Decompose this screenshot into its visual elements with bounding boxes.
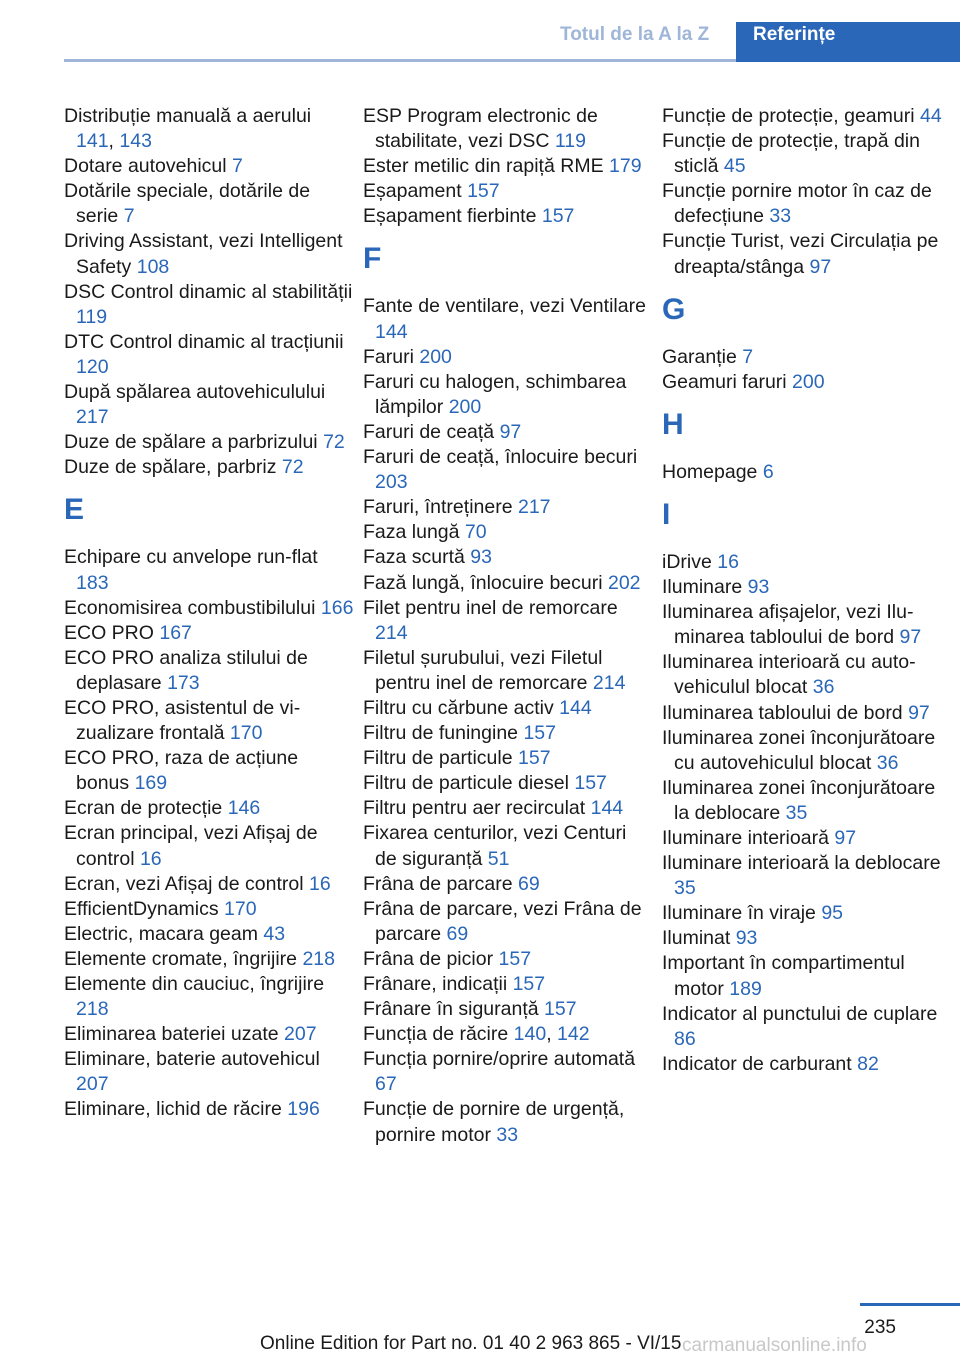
index-entry: [363, 204, 653, 229]
page-link[interactable]: 97: [499, 420, 522, 443]
index-entry: Distribuție manuală a aerului 141, 143: [64, 105, 312, 153]
page-link[interactable]: 173: [167, 671, 200, 694]
index-entry: [64, 455, 354, 480]
index-entry: [363, 1097, 653, 1147]
page-link[interactable]: 16: [717, 550, 739, 573]
index-letter-heading: I: [662, 497, 671, 531]
index-entry: [64, 821, 354, 871]
index-entry: [64, 1047, 354, 1097]
index-entry-text: Homepage: [662, 460, 758, 483]
index-entry: [363, 596, 653, 646]
page-link[interactable]: 157: [512, 973, 546, 995]
index-column-2: [363, 104, 653, 1148]
index-entry-text: Eșapament: [363, 180, 462, 203]
index-letter-heading: G: [662, 292, 686, 326]
index-entry-text: Frâna de parcare: [363, 872, 513, 895]
page-link[interactable]: 82: [857, 1052, 879, 1075]
page-link[interactable]: 166: [320, 596, 354, 619]
index-entry-text: Faza scurtă: [363, 546, 465, 569]
page-link[interactable]: 142: [557, 1023, 590, 1046]
index-entry: [363, 646, 653, 696]
index-entry: [363, 972, 653, 997]
page-link[interactable]: 86: [674, 1027, 696, 1050]
page-link[interactable]: 7: [742, 345, 754, 368]
index-entry-text: Faruri cu halogen, schimbarea lămpilor: [363, 370, 627, 418]
page-link[interactable]: 218: [76, 998, 109, 1021]
index-entry-text: Funcție de protecție, geamuri: [662, 105, 915, 127]
index-entry: [662, 826, 954, 851]
index-entry-text: Fante de ventilare, vezi Ventilare: [363, 295, 646, 318]
index-entry: [662, 370, 954, 395]
index-entry-text: Iluminarea zonei înconjurătoare cu autovehiculul blocat: [662, 726, 936, 774]
index-entry-text: După spălarea autovehiculului: [64, 381, 326, 404]
page-link[interactable]: 69: [518, 872, 540, 895]
index-entry: [363, 746, 653, 771]
index-entry-text: Filtru de funingine: [363, 722, 519, 745]
index-entry: [662, 600, 954, 650]
index-entry-text: Echipare cu anvelope run-flat: [64, 546, 318, 569]
index-entry-text: Faruri de ceață: [363, 420, 495, 443]
page-link[interactable]: 217: [76, 406, 109, 429]
index-entry: [363, 104, 653, 154]
chapter-title: Referințe: [753, 24, 836, 45]
page-link[interactable]: 7: [123, 205, 135, 228]
index-entry-text: ECO PRO, asistentul de vizualizare frontală: [64, 696, 301, 745]
index-entry: [662, 229, 954, 279]
page-link[interactable]: 51: [487, 847, 510, 870]
index-entry-text: Funcție de pornire de urgență, pornire motor: [363, 1098, 625, 1146]
page-link[interactable]: 140: [513, 1023, 547, 1046]
index-entry-text: ECO PRO analiza stilului de deplasare: [64, 646, 308, 694]
index-entry-text: Iluminarea interioară cu autovehiculul blocat: [662, 651, 916, 699]
index-entry: [64, 280, 354, 330]
index-entry: [64, 621, 354, 646]
index-entry-text: Dotare autovehicul: [64, 155, 227, 178]
index-entry-text: Ester metilic din rapiță RME: [363, 155, 604, 178]
index-entry: [662, 129, 954, 179]
page-link[interactable]: 144: [590, 797, 624, 820]
page-link[interactable]: 120: [76, 355, 109, 378]
index-entry: [662, 1052, 954, 1077]
page-link[interactable]: 214: [592, 671, 626, 694]
index-entry-text: Funcția pornire/oprire automată: [363, 1048, 636, 1071]
page-link[interactable]: 16: [139, 847, 162, 870]
page-link[interactable]: 33: [496, 1123, 519, 1146]
index-entry: [363, 545, 653, 570]
index-entry-text: Funcție Turist, vezi Circulația pe dreapta/stânga: [662, 230, 939, 278]
page-link[interactable]: 144: [375, 320, 408, 343]
index-entry: [662, 179, 954, 229]
index-entry: [662, 701, 954, 726]
index-entry-text: Eliminare, baterie autovehicul: [64, 1048, 320, 1071]
index-entry-text: Duze de spălare a parbrizului: [64, 431, 318, 454]
index-entry: [363, 420, 653, 445]
page-header: [0, 0, 960, 62]
index-entry: [662, 575, 954, 600]
page-link[interactable]: 146: [227, 797, 261, 820]
chapter-tab: [736, 22, 960, 62]
index-entry-text: Iluminare interioară la deblocare: [662, 852, 941, 875]
page-link[interactable]: 157: [467, 180, 500, 203]
index-entry: [662, 550, 954, 575]
page-link[interactable]: 72: [323, 431, 345, 454]
index-entry: [662, 851, 954, 901]
index-entry: [662, 926, 954, 951]
index-entry-text: Frâna de picior: [363, 947, 494, 970]
page-link[interactable]: 141: [76, 130, 109, 153]
index-entry-text: EfficientDynamics: [64, 897, 219, 920]
index-entry: [363, 445, 653, 495]
index-entry: [662, 650, 954, 700]
index-entry-text: Iluminare: [662, 576, 743, 599]
index-entry-text: Eșapament fierbinte: [363, 205, 537, 228]
index-entry-text: Dotările speciale, dotările de serie: [64, 180, 311, 228]
edition-note: Online Edition for Part no. 01 40 2 963 865 - VI/15: [260, 1333, 682, 1354]
index-entry-text: DTC Control dinamic al tracțiunii: [64, 330, 344, 353]
index-entry: [64, 922, 354, 947]
index-entry: [363, 520, 653, 545]
index-entry: [363, 821, 653, 871]
index-column-3: [662, 104, 954, 1077]
page-link[interactable]: 217: [517, 496, 551, 519]
index-entry-text: Filetul șurubului, vezi Filetul pentru inel de remorcare: [363, 646, 603, 694]
page-link[interactable]: 203: [375, 471, 408, 494]
page-link[interactable]: 67: [375, 1073, 397, 1096]
index-entry: [64, 646, 354, 696]
page-link[interactable]: 143: [119, 130, 152, 153]
index-entry-text: Filtru cu cărbune activ: [363, 696, 554, 719]
page-link[interactable]: 93: [747, 576, 770, 599]
index-entry-text: Iluminare în viraje: [662, 902, 816, 925]
page-link[interactable]: 157: [541, 205, 575, 228]
index-entry-text: Indicator de carburant: [662, 1052, 852, 1075]
index-entry-text: Iluminarea zonei înconjurătoare la deblocare: [662, 776, 936, 824]
index-entry-text: Filtru pentru aer recirculat: [363, 797, 586, 820]
page-link[interactable]: 200: [792, 370, 825, 393]
index-entry-text: Frânare, indicații: [363, 973, 508, 995]
index-entry-text: Faruri de ceață, înlocuire becuri: [363, 446, 638, 469]
index-entry: [363, 370, 653, 420]
index-entry-text: Iluminare interioară: [662, 826, 829, 849]
index-entry-text: Faza lungă: [363, 521, 460, 544]
page-link[interactable]: 157: [574, 772, 607, 795]
page-link[interactable]: 169: [134, 772, 168, 795]
index-entry-text: Frâna de parcare, vezi Frâna de parcare: [363, 897, 642, 945]
index-entry: [363, 947, 653, 972]
page-link[interactable]: 183: [76, 571, 109, 594]
index-entry-text: Electric, macara geam: [64, 922, 258, 945]
page-link[interactable]: 95: [821, 902, 844, 925]
page-link[interactable]: 167: [159, 621, 192, 644]
index-entry: [363, 345, 653, 370]
index-letter-heading: F: [363, 242, 382, 276]
index-entry: [363, 897, 653, 947]
page-link[interactable]: 200: [419, 345, 452, 368]
index-entry: [64, 746, 354, 796]
index-entry: [64, 596, 354, 621]
page-link[interactable]: 157: [518, 747, 551, 770]
page-link[interactable]: 179: [609, 155, 642, 178]
page-link[interactable]: 97: [899, 626, 922, 649]
index-entry-text: Iluminarea afișajelor, vezi Iluminarea tabloului de bord: [662, 601, 914, 649]
index-entry-text: Indicator al punctului de cuplare: [662, 1002, 938, 1025]
page-link[interactable]: 157: [544, 998, 577, 1021]
page-link[interactable]: 144: [559, 696, 592, 719]
index-entry: [363, 696, 653, 721]
page-link[interactable]: 36: [812, 676, 835, 699]
page-link[interactable]: 108: [136, 255, 170, 278]
index-entry: [64, 796, 354, 821]
page-link[interactable]: 157: [523, 722, 556, 745]
index-entry-text: Funcția de răcire: [363, 1023, 509, 1046]
watermark: carmanualsonline.info: [682, 1335, 867, 1356]
page-link[interactable]: 93: [735, 927, 758, 950]
page-link[interactable]: 119: [554, 130, 586, 153]
page-link[interactable]: 157: [498, 947, 532, 970]
index-entry-text: Ecran principal, vezi Afișaj de control: [64, 822, 318, 870]
index-entry: [363, 796, 653, 821]
page-link[interactable]: 196: [287, 1098, 320, 1121]
index-entry-text: Iluminat: [662, 927, 731, 950]
index-entry: [64, 229, 354, 279]
index-entry: [64, 330, 354, 380]
index-entry: [64, 380, 354, 430]
index-entry: [64, 872, 354, 897]
index-entry-text: Funcție de protecție, trapă din sticlă: [662, 130, 920, 178]
index-entry: [363, 997, 653, 1022]
index-entry: [64, 972, 354, 1022]
index-entry-text: DSC Control dinamic al stabilității: [64, 280, 353, 303]
index-entry: [363, 179, 653, 204]
index-entry: [363, 571, 653, 596]
page-link[interactable]: 170: [224, 897, 257, 920]
index-entry-text: Ecran, vezi Afișaj de control: [64, 872, 304, 895]
page-link[interactable]: 119: [76, 305, 108, 328]
index-entry-text: Filet pentru inel de remorcare: [363, 596, 618, 619]
index-entry-text: Funcție pornire motor în caz de defecțiune: [662, 180, 932, 228]
section-title: Totul de la A la Z: [560, 24, 710, 45]
page-link[interactable]: 93: [470, 546, 492, 569]
index-entry-text: Iluminarea tabloului de bord: [662, 701, 903, 724]
index-entry: [662, 776, 954, 826]
page-link[interactable]: 202: [607, 571, 641, 594]
page-number: 235: [864, 1317, 896, 1338]
index-entry-text: Faruri: [363, 345, 414, 368]
page-link[interactable]: 72: [281, 456, 304, 479]
index-entry: Funcția de răcire 140, 142: [363, 1023, 590, 1046]
index-entry-text: Geamuri faruri: [662, 370, 787, 393]
index-entry-text: Eliminarea bateriei uzate: [64, 1023, 279, 1046]
page-link[interactable]: 43: [263, 922, 286, 945]
index-entry: [64, 430, 354, 455]
index-letter-heading: H: [662, 407, 684, 441]
index-entry-text: Fază lungă, înlocuire becuri: [363, 571, 603, 594]
index-entry: [662, 951, 954, 1001]
page-link[interactable]: 35: [785, 801, 808, 824]
page-link[interactable]: 97: [908, 701, 930, 724]
index-entry-text: Elemente din cauciuc, îngrijire: [64, 973, 325, 995]
index-entry-text: ECO PRO: [64, 621, 154, 644]
page-link[interactable]: 97: [809, 255, 832, 278]
page-link[interactable]: 170: [229, 722, 263, 745]
page-link[interactable]: 218: [302, 947, 335, 970]
index-entry: [64, 696, 354, 746]
index-entry-text: Duze de spălare, parbriz: [64, 456, 277, 479]
footer-rule: [860, 1303, 960, 1306]
index-entry: [662, 901, 954, 926]
page-link[interactable]: 69: [446, 922, 469, 945]
index-entry: [363, 721, 653, 746]
page-link[interactable]: 97: [834, 826, 857, 849]
index-entry: [363, 294, 653, 344]
page-link[interactable]: 214: [375, 621, 408, 644]
page-link[interactable]: 36: [876, 751, 899, 774]
page-link[interactable]: 7: [232, 155, 243, 178]
index-entry-text: Filtru de particule diesel: [363, 772, 569, 795]
index-entry-text: Important în compartimentul motor: [662, 952, 905, 1000]
index-column-1: [64, 104, 354, 1123]
index-letter-heading: E: [64, 493, 85, 527]
index-entry-text: Driving Assistant, vezi Intelligent Safety: [64, 230, 343, 278]
index-entry-text: Ecran de protecție: [64, 797, 223, 820]
index-entry-text: Economisirea combustibilului: [64, 596, 316, 619]
index-entry-text: iDrive: [662, 550, 712, 573]
index-entry-text: Frânare în siguranță: [363, 998, 539, 1021]
page-link[interactable]: 207: [76, 1073, 109, 1096]
index-entry: [662, 104, 954, 129]
index-entry: [64, 545, 354, 595]
index-entry: [662, 460, 954, 485]
page-link[interactable]: 6: [762, 460, 774, 483]
index-entry: [64, 1022, 354, 1047]
index-entry: [363, 771, 653, 796]
index-entry-text: Elemente cromate, îngrijire: [64, 947, 298, 970]
index-entry-text: Garanție: [662, 345, 737, 368]
index-entry: [363, 154, 653, 179]
index-entry: [662, 1002, 954, 1052]
page-link[interactable]: 44: [919, 105, 942, 127]
index-entry: [363, 495, 653, 520]
index-entry: [64, 897, 354, 922]
page-link[interactable]: 207: [284, 1023, 317, 1046]
index-entry-text: Distribuție manuală a aerului: [64, 105, 312, 127]
index-entry: [662, 345, 954, 370]
index-entry-text: Eliminare, lichid de răcire: [64, 1098, 282, 1121]
index-entry-text: ECO PRO, raza de acțiune bonus: [64, 747, 299, 795]
index-entry: [64, 1097, 354, 1122]
page-link[interactable]: 70: [464, 521, 487, 544]
page-link[interactable]: 33: [769, 205, 792, 228]
index-entry: [662, 726, 954, 776]
index-entry: [64, 179, 354, 229]
index-entry: [64, 154, 354, 179]
index-entry: [64, 947, 354, 972]
page-link[interactable]: 35: [674, 877, 696, 900]
index-entry: [363, 1047, 653, 1097]
page-link[interactable]: 16: [308, 872, 331, 895]
page-link[interactable]: 200: [448, 395, 482, 418]
index-entry-text: Faruri, întreținere: [363, 496, 513, 519]
index-entry-text: Filtru de particule: [363, 747, 513, 770]
index-entry: [363, 872, 653, 897]
page-link[interactable]: 45: [723, 155, 746, 178]
index-entry-text: Fixarea centurilor, vezi Centuri de siguranță: [363, 822, 627, 870]
index-entry-text: ESP Program electronic de stabilitate, vezi DSC: [363, 105, 598, 153]
page-link[interactable]: 189: [729, 977, 762, 1000]
